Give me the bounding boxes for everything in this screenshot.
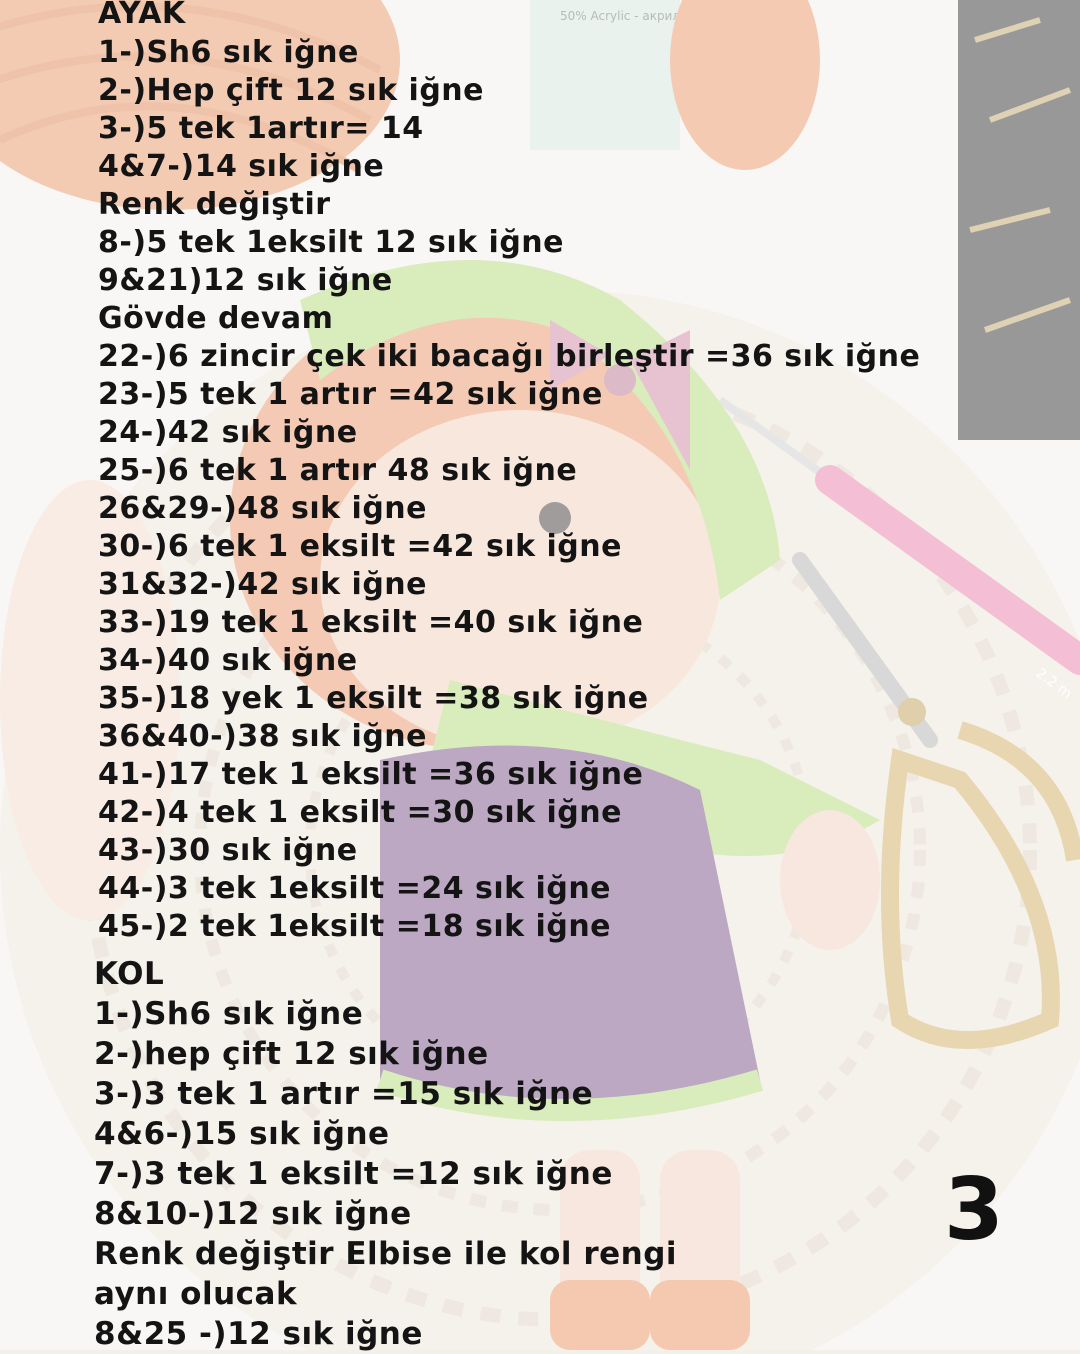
pattern-line: Renk değiştir Elbise ile kol rengi <box>94 1236 678 1272</box>
pattern-line: 7-)3 tek 1 eksilt =12 sık iğne <box>94 1156 613 1192</box>
section-title-kol: KOL <box>94 956 165 992</box>
pattern-line: aynı olucak <box>94 1276 298 1312</box>
pattern-line: Renk değiştir <box>98 187 331 222</box>
pattern-line: 43-)30 sık iğne <box>98 833 358 868</box>
pattern-line: 34-)40 sık iğne <box>98 643 358 678</box>
pattern-line: 3-)5 tek 1artır= 14 <box>98 111 424 146</box>
pattern-line: 45-)2 tek 1eksilt =18 sık iğne <box>98 909 612 944</box>
pattern-line: 1-)Sh6 sık iğne <box>98 35 359 70</box>
pattern-line: 25-)6 tek 1 artır 48 sık iğne <box>98 453 578 488</box>
pattern-line: 3-)3 tek 1 artır =15 sık iğne <box>94 1076 594 1112</box>
pattern-line: 42-)4 tek 1 eksilt =30 sık iğne <box>98 795 622 830</box>
page-number: 3 <box>944 1160 1005 1260</box>
pattern-line: 33-)19 tek 1 eksilt =40 sık iğne <box>98 605 644 640</box>
pattern-line: 22-)6 zincir çek iki bacağı birleştir =36 sık iğne <box>98 339 921 374</box>
pattern-line: 24-)42 sık iğne <box>98 415 358 450</box>
pattern-line: 26&29-)48 sık iğne <box>98 491 428 526</box>
section-title-ayak: AYAK <box>98 0 186 31</box>
pattern-line: 4&7-)14 sık iğne <box>98 149 385 184</box>
pattern-line: 1-)Sh6 sık iğne <box>94 996 364 1032</box>
pattern-line: 35-)18 yek 1 eksilt =38 sık iğne <box>98 681 649 716</box>
pattern-line: 2-)Hep çift 12 sık iğne <box>98 73 485 108</box>
pattern-line: 31&32-)42 sık iğne <box>98 567 428 602</box>
pattern-line: 41-)17 tek 1 eksilt =36 sık iğne <box>98 757 644 792</box>
pattern-line: 9&21)12 sık iğne <box>98 263 393 298</box>
pattern-line: 44-)3 tek 1eksilt =24 sık iğne <box>98 871 612 906</box>
pattern-line: Gövde devam <box>98 301 334 336</box>
pattern-line: 8-)5 tek 1eksilt 12 sık iğne <box>98 225 565 260</box>
pattern-line: 2-)hep çift 12 sık iğne <box>94 1036 489 1072</box>
pattern-line: 8&10-)12 sık iğne <box>94 1196 412 1232</box>
pattern-line: 23-)5 tek 1 artır =42 sık iğne <box>98 377 603 412</box>
pattern-line: 30-)6 tek 1 eksilt =42 sık iğne <box>98 529 622 564</box>
pattern-line: 36&40-)38 sık iğne <box>98 719 428 754</box>
pattern-line: 8&25 -)12 sık iğne <box>94 1316 423 1352</box>
pattern-line: 4&6-)15 sık iğne <box>94 1116 390 1152</box>
